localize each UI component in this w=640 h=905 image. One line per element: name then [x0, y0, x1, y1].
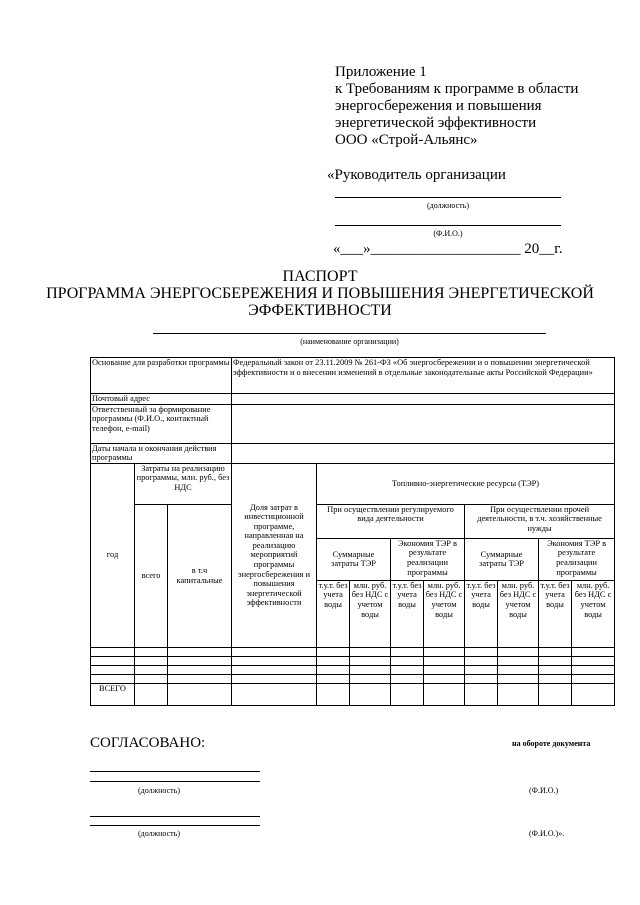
total-label: ВСЕГО: [91, 683, 135, 705]
sign-line: [90, 771, 260, 772]
info-value: [232, 404, 615, 443]
col-regulated: При осуществлении регулируемого вида деятельности: [317, 504, 465, 538]
unit-tut: т.у.т. без учета воды: [317, 580, 350, 647]
col-ter: Топливно-энергетические ресурсы (ТЭР): [317, 463, 615, 504]
table-row: [91, 665, 615, 674]
col-share: Доля затрат в инвестиционной программе, направленная на реализацию мероприятий программы энергосбережения и повышения энергетической эффективности: [232, 463, 317, 647]
org-caption: (наименование организации): [300, 337, 399, 346]
unit-tut: т.у.т. без учета воды: [391, 580, 424, 647]
appendix-line: энергосбережения и повышения: [335, 98, 542, 114]
approval-head: «Руководитель организации: [327, 167, 506, 183]
col-total: всего: [135, 504, 168, 647]
info-value: Федеральный закон от 23.11.2009 № 261-ФЗ «Об энергосбережении и о повышении энергетической эффективности и о внесении изменений в отдельные законодательные акты Российской Федерации»: [232, 358, 615, 394]
date-month: ____________________: [370, 241, 521, 257]
sign-line: [90, 816, 260, 817]
agreed-label: СОГЛАСОВАНО:: [90, 735, 206, 751]
org-name-line: [153, 333, 546, 334]
table-row: [91, 674, 615, 683]
appendix-line: к Требованиям к программе в области: [335, 81, 579, 97]
date-year: 20__г.: [524, 241, 563, 257]
col-sum-costs: Суммарные затраты ТЭР: [465, 538, 539, 580]
unit-tut: т.у.т. без учета воды: [465, 580, 498, 647]
program-title-cont: ЭФФЕКТИВНОСТИ: [248, 302, 392, 319]
info-label: Почтовый адрес: [91, 394, 232, 405]
col-capital: в т.ч капитальные: [168, 504, 232, 647]
col-other: При осуществлении прочей деятельности, в т.ч. хозяйственные нужды: [465, 504, 615, 538]
col-year: год: [91, 463, 135, 647]
position-caption: (должность): [138, 829, 180, 838]
table-row: [91, 647, 615, 656]
reverse-note: на обороте документа: [512, 739, 591, 748]
info-value: [232, 443, 615, 463]
info-value: [232, 394, 615, 405]
info-label: Даты начала и окончания действия программы: [91, 443, 232, 463]
appendix-line: ООО «Строй-Альянс»: [335, 132, 478, 148]
program-title: ПРОГРАММА ЭНЕРГОСБЕРЕЖЕНИЯ И ПОВЫШЕНИЯ ЭНЕРГЕТИЧЕСКОЙ: [46, 285, 594, 302]
fio-caption: (Ф.И.О.): [529, 786, 559, 795]
info-label: Основание для разработки программы: [91, 358, 232, 394]
position-caption: (должность): [138, 786, 180, 795]
table-row: [91, 656, 615, 665]
info-label: Ответственный за формирование программы (Ф.И.О., контактный телефон, e-mail): [91, 404, 232, 443]
passport-title: ПАСПОРТ: [282, 268, 358, 285]
col-sum-costs: Суммарные затраты ТЭР: [317, 538, 391, 580]
unit-rub: млн. руб. без НДС с учетом воды: [350, 580, 391, 647]
position-caption: (должность): [427, 201, 469, 210]
date-day: «___»: [333, 241, 371, 257]
position-line: [335, 197, 561, 198]
fio-line: [335, 225, 561, 226]
unit-rub: млн. руб. без НДС с учетом воды: [572, 580, 615, 647]
table-row-total: [91, 683, 615, 705]
appendix-line: энергетической эффективности: [335, 115, 537, 131]
sign-line: [90, 825, 260, 826]
col-costs: Затраты на реализацию программы, млн. руб., без НДС: [135, 463, 232, 504]
approval-date: [333, 241, 562, 258]
unit-tut: т.у.т. без учета воды: [539, 580, 572, 647]
fio-caption: (Ф.И.О.): [433, 229, 463, 238]
col-economy: Экономия ТЭР в результате реализации программы: [391, 538, 465, 580]
fio-caption-end: (Ф.И.О.)».: [529, 829, 565, 838]
col-economy: Экономия ТЭР в результате реализации программы: [539, 538, 615, 580]
sign-line: [90, 781, 260, 782]
passport-table: [90, 357, 615, 706]
unit-rub: млн. руб. без НДС с учетом воды: [498, 580, 539, 647]
appendix-line: Приложение 1: [335, 64, 427, 80]
unit-rub: млн. руб. без НДС с учетом воды: [424, 580, 465, 647]
